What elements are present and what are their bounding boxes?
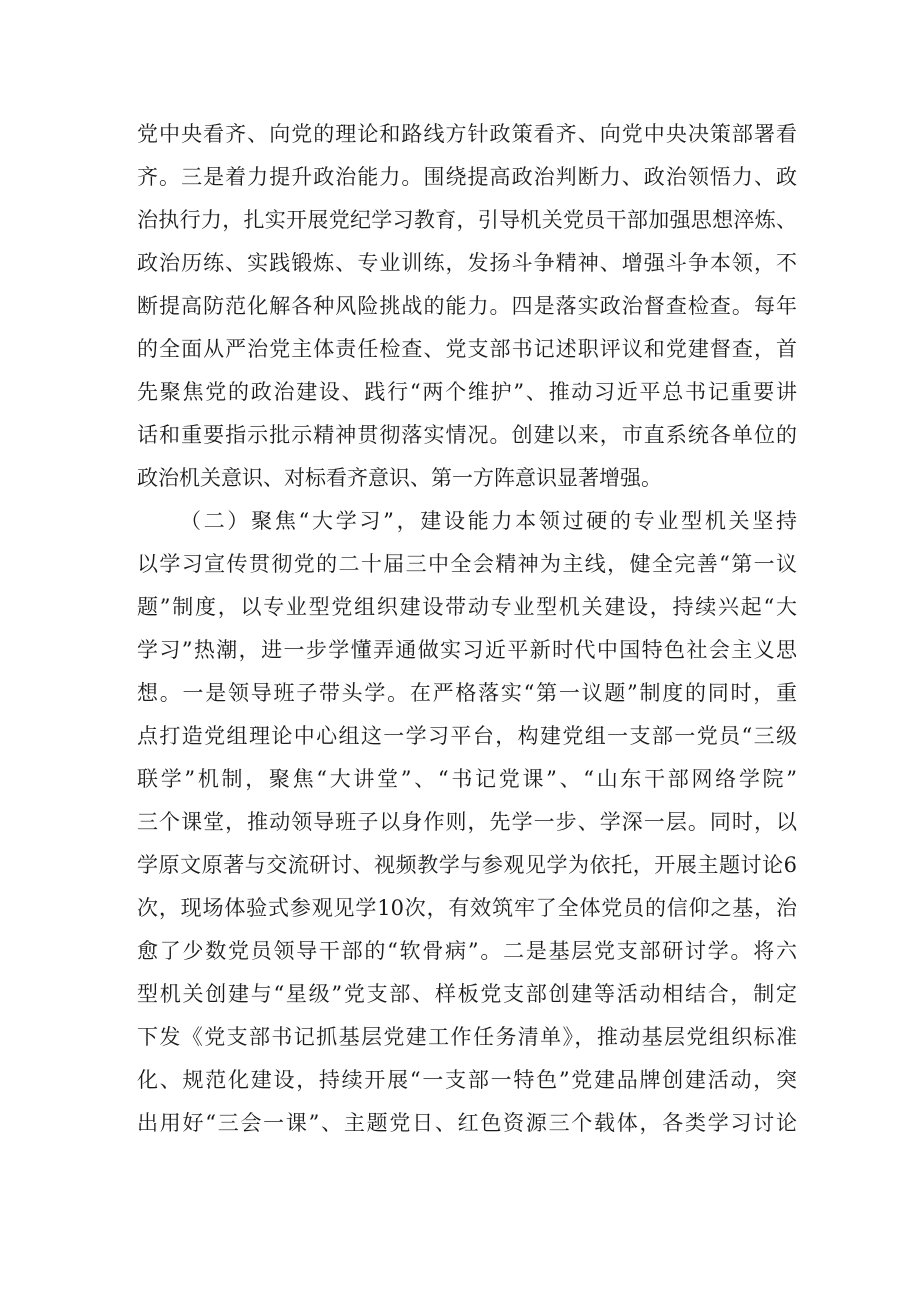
- text-line: 齐。三是着力提升政治能力。围绕提高政治判断力、政治领悟力、政: [137, 165, 797, 189]
- text-line: 先聚焦党的政治建设、践行“两个维护”、推动习近平总书记重要讲: [137, 380, 797, 404]
- text-line: 治执行力，扎实开展党纪学习教育，引导机关党员干部加强思想淬炼、: [137, 208, 797, 232]
- text-line: 学习”热潮，进一步学懂弄通做实习近平新时代中国特色社会主义思: [137, 638, 797, 662]
- text-line: 型机关创建与“星级”党支部、样板党支部创建等活动相结合，制定: [137, 982, 797, 1006]
- text-line: 政治历练、实践锻炼、专业训练，发扬斗争精神、增强斗争本领，不: [137, 251, 797, 275]
- text-line: 想。一是领导班子带头学。在严格落实“第一议题”制度的同时，重: [137, 681, 797, 705]
- text-line: 话和重要指示批示精神贯彻落实情况。创建以来，市直系统各单位的: [137, 423, 797, 447]
- section-heading-line: （二）聚焦“大学习”，建设能力本领过硬的专业型机关坚持: [180, 509, 797, 533]
- text-line: 政治机关意识、对标看齐意识、第一方阵意识显著增强。: [137, 466, 662, 490]
- text-line: 次，现场体验式参观见学10次，有效筑牢了全体党员的信仰之基，治: [137, 896, 797, 920]
- text-line: 学原文原著与交流研讨、视频教学与参观见学为依托，开展主题讨论6: [137, 853, 797, 877]
- text-line: 联学”机制，聚焦“大讲堂”、“书记党课”、“山东干部网络学院”: [137, 767, 797, 791]
- text-line: 题”制度，以专业型党组织建设带动专业型机关建设，持续兴起“大: [137, 595, 797, 619]
- text-line: 三个课堂，推动领导班子以身作则，先学一步、学深一层。同时，以: [137, 810, 797, 834]
- text-line: 以学习宣传贯彻党的二十届三中全会精神为主线，健全完善“第一议: [137, 552, 797, 576]
- text-line: 愈了少数党员领导干部的“软骨病”。二是基层党支部研讨学。将六: [137, 939, 797, 963]
- text-line: 出用好“三会一课”、主题党日、红色资源三个载体，各类学习讨论: [137, 1111, 797, 1135]
- text-line: 断提高防范化解各种风险挑战的能力。四是落实政治督查检查。每年: [137, 294, 797, 318]
- text-line: 下发《党支部书记抓基层党建工作任务清单》，推动基层党组织标准: [137, 1025, 797, 1049]
- text-line: 化、规范化建设，持续开展“一支部一特色”党建品牌创建活动，突: [137, 1068, 797, 1092]
- text-line: 党中央看齐、向党的理论和路线方针政策看齐、向党中央决策部署看: [137, 122, 797, 146]
- text-line: 点打造党组理论中心组这一学习平台，构建党组一支部一党员“三级: [137, 724, 797, 748]
- text-line: 的全面从严治党主体责任检查、党支部书记述职评议和党建督查，首: [137, 337, 797, 361]
